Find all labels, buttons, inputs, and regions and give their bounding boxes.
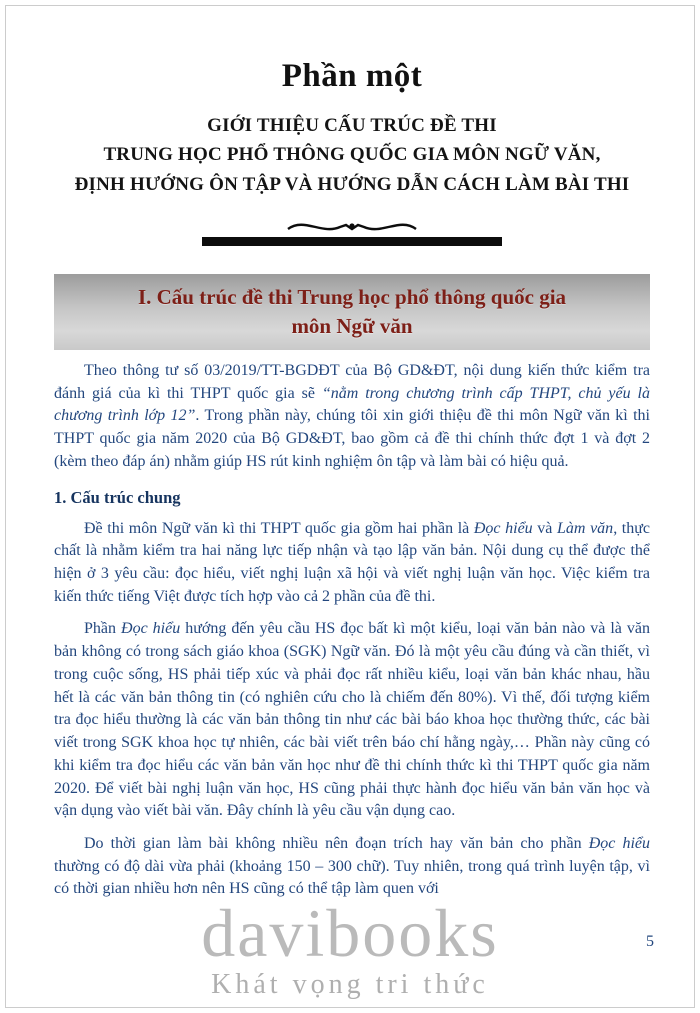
section-header-line: I. Cấu trúc đề thi Trung học phổ thông quốc gia	[137, 285, 567, 310]
divider-bar	[202, 237, 502, 246]
subtitle-line: TRUNG HỌC PHỔ THÔNG QUỐC GIA MÔN NGỮ VĂN,	[103, 144, 601, 166]
text-segment: . Trong phần này, chúng tôi xin giới thiệu đề thi môn Ngữ văn kì thi THPT quốc gia năm 2020 của Bộ GD&ĐT, bao gồm cả đề thi chính thức đợt 1 và đợt 2 (kèm theo đáp án) nhằm giúp HS rút kinh nghiệm ôn tập và làm bài có hiệu quả.	[54, 407, 650, 470]
decorative-divider	[202, 219, 502, 246]
section-header-line: môn Ngữ văn	[291, 313, 413, 338]
divider-flourish-icon	[282, 219, 422, 235]
text-segment: hướng đến yêu cầu HS đọc bất kì một kiểu, loại văn bản nào và là văn bản không có trong sách giáo khoa (SGK) Ngữ văn. Đó là một yêu cầu đúng và cần thiết, vì trong cuộc sống, HS phải tiếp xúc và phải đọc rất nhiều kiểu, loại văn bản khác nhau, hầu hết là các văn bản thông tin (có nghiên cứu cho là chiếm đến 80%). Vì thế, đối tượng kiểm tra đọc hiểu thường là các văn bản thông tin như các bài báo khoa học thường thức, các bài viết trong SGK khoa học tự nhiên, các bài viết trên báo chí hằng ngày,… Phần này cũng có khi kiểm tra đọc hiểu các văn bản văn học như đề thi chính thức kì thi THPT quốc gia năm 2020. Để viết bài nghị luận văn học, HS cũng phải thực hành đọc hiểu văn bản văn học và vận dụng vào viết bài văn. Đây chính là yêu cầu vận dụng cao.	[54, 620, 651, 820]
text-segment: Đề thi môn Ngữ văn kì thi THPT quốc gia gồm hai phần là	[84, 519, 474, 537]
text-segment: “nằm trong chương trình cấp THPT, chủ yếu là chương trình lớp 12”	[54, 384, 650, 425]
book-subtitle	[54, 111, 650, 199]
paragraph	[54, 618, 650, 822]
page-number: 5	[646, 933, 654, 950]
part-title: Phần một	[281, 58, 423, 94]
section-header	[54, 274, 650, 350]
text-segment: Theo thông tư số 03/2019/TT-BGDĐT của Bộ GD&ĐT, nội dung kiến thức kiểm tra đánh giá của kì thi THPT quốc gia sẽ	[54, 362, 650, 402]
paragraph	[54, 360, 650, 474]
text-segment: , thực chất là nhằm kiểm tra hai năng lực tiếp nhận và tạo lập văn bản. Nội dung cụ thể được thể hiện ở 3 yêu cầu: đọc hiểu, viết nghị luận xã hội và viết nghị luận văn học. Việc kiểm tra kiến thức tiếng Việt được tích hợp vào cả 2 phần của đề thi.	[54, 519, 651, 605]
paragraph	[54, 833, 650, 901]
text-segment: Phần	[84, 620, 122, 638]
subheading: 1. Cấu trúc chung	[54, 487, 181, 507]
text-segment: Đọc hiểu	[588, 834, 650, 852]
text-segment: Đọc hiểu	[473, 519, 533, 537]
page-content	[54, 58, 650, 901]
subtitle-line: GIỚI THIỆU CẤU TRÚC ĐỀ THI	[207, 115, 497, 136]
text-segment: thường có độ dài vừa phải (khoảng 150 – 300 chữ). Tuy nhiên, trong quá trình luyện tập, vì có thời gian nhiều hơn nên HS cũng có thể tập làm quen với	[54, 857, 650, 898]
text-segment: và	[532, 519, 558, 537]
watermark	[0, 895, 700, 1001]
text-segment: Do thời gian làm bài không nhiều nên đoạn trích hay văn bản cho phần	[84, 834, 589, 852]
watermark-brand: davibooks	[201, 895, 499, 971]
text-segment: Đọc hiểu	[121, 620, 181, 638]
subtitle-line: ĐỊNH HƯỚNG ÔN TẬP VÀ HƯỚNG DẪN CÁCH LÀM BÀI THI	[74, 173, 630, 195]
text-segment: Làm văn	[557, 519, 614, 537]
paragraph	[54, 518, 650, 609]
watermark-slogan: Khát vọng tri thức	[211, 969, 489, 1000]
body-copy	[54, 360, 650, 901]
